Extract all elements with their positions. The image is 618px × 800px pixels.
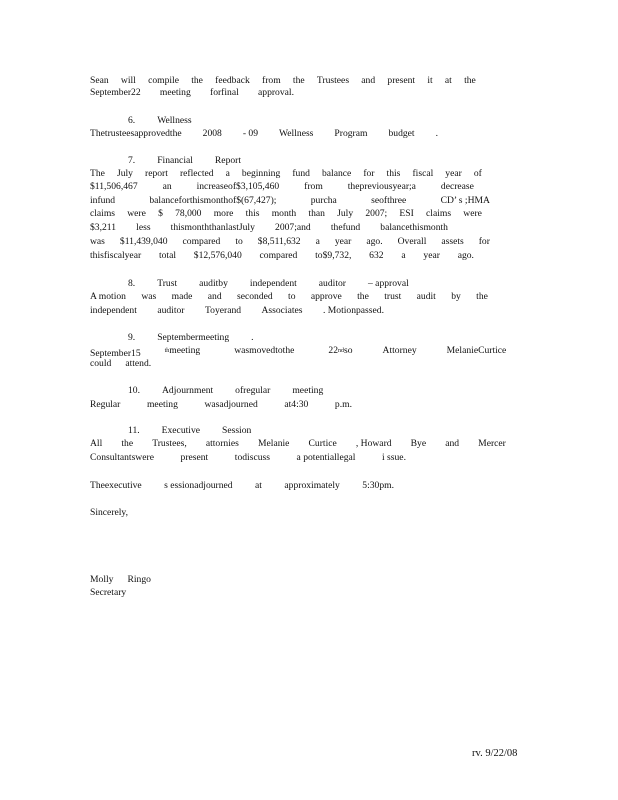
word: Report — [214, 155, 242, 166]
word: this — [386, 168, 401, 179]
word: a potentiallegal — [296, 452, 356, 463]
word: less — [136, 222, 151, 233]
word: year — [445, 168, 462, 179]
word: was — [90, 236, 105, 247]
word: made — [171, 291, 193, 302]
section-6-heading — [128, 115, 192, 127]
word: attend. — [125, 358, 152, 369]
section-10-heading — [128, 385, 323, 397]
section-7-heading — [128, 155, 241, 167]
word: - 09 — [242, 128, 259, 139]
word: thismonththanlastJuly — [170, 222, 255, 233]
word: total — [158, 250, 176, 261]
word: Consultantswere — [90, 452, 154, 463]
word: trust — [384, 291, 402, 302]
word: were — [127, 208, 146, 219]
word: Adjournment — [162, 385, 214, 396]
word: and — [207, 291, 222, 302]
section-11-line-2 — [90, 452, 406, 464]
word: this — [245, 208, 260, 219]
word: to — [288, 291, 296, 302]
section-7-line-5 — [90, 222, 448, 234]
word: $11,439,040 — [119, 236, 168, 247]
word: 78,000 — [175, 208, 202, 219]
word: i ssue. — [381, 452, 406, 463]
word: independent — [249, 278, 297, 289]
word: A motion — [90, 291, 126, 302]
word: seofthree — [371, 195, 407, 206]
word: at — [255, 480, 262, 491]
word: ESI — [399, 208, 414, 219]
word: approve — [310, 291, 342, 302]
section-11-line-1 — [90, 438, 506, 450]
word: Overall — [397, 236, 427, 247]
word: meeting — [159, 87, 191, 98]
word: CD’ s ;HMA — [440, 195, 490, 206]
word: year — [423, 250, 440, 261]
word: auditby — [199, 278, 228, 289]
word: from — [304, 181, 323, 192]
word: approximately — [284, 480, 340, 491]
word: wasadjourned — [204, 399, 258, 410]
word: Septembermeeting — [157, 332, 230, 343]
word: reflected — [179, 168, 214, 179]
word: Associates — [261, 305, 303, 316]
section-7-line-1 — [90, 168, 482, 180]
word: it — [427, 75, 433, 86]
word: of — [473, 168, 482, 179]
word: and — [361, 75, 376, 86]
word: year — [334, 236, 352, 247]
word: report — [145, 168, 168, 179]
word: balanceforthismonthof$(67,427); — [149, 195, 277, 206]
word: to — [235, 236, 243, 247]
word: more — [213, 208, 234, 219]
word: fiscal — [412, 168, 434, 179]
word: will — [120, 75, 136, 86]
word: a — [225, 168, 230, 179]
word: from — [262, 75, 281, 86]
section-11-line-3 — [90, 480, 394, 492]
signer-name — [90, 574, 151, 586]
section-9-heading — [128, 332, 254, 344]
word: Trust — [157, 278, 178, 289]
word: The — [90, 168, 105, 179]
word: a — [401, 250, 406, 261]
closing-sincerely: Sincerely, — [90, 507, 129, 518]
section-7-line-3 — [90, 195, 490, 207]
word: Session — [222, 425, 252, 436]
word: seconded — [236, 291, 273, 302]
word: could — [90, 358, 112, 369]
word: at4:30 — [284, 399, 309, 410]
word: p.m. — [334, 399, 352, 410]
word: independent — [90, 305, 137, 316]
s9-words-b — [169, 345, 338, 357]
word: wasmovedtothe — [234, 345, 295, 356]
section-9-line-2 — [90, 358, 151, 370]
word: Bye — [410, 438, 427, 449]
word: Wellness — [157, 115, 192, 126]
word: than — [308, 208, 325, 219]
word: thisfiscalyear — [90, 250, 142, 261]
word: balancethismonth — [380, 222, 448, 233]
word: ofregular — [235, 385, 271, 396]
word: Mercer — [478, 438, 506, 449]
word: decrease — [440, 181, 474, 192]
signer-title: Secretary — [90, 587, 127, 598]
word: audit — [416, 291, 436, 302]
word: meeting — [169, 345, 201, 356]
word: $3,211 — [90, 222, 117, 233]
word: $8,511,632 — [257, 236, 301, 247]
word: auditor — [157, 305, 185, 316]
word: 11. — [128, 425, 140, 436]
word: 9. — [128, 332, 136, 343]
section-8-line-1 — [90, 291, 488, 303]
word: Ringo — [127, 574, 151, 585]
word: to$9,732, — [315, 250, 352, 261]
word: 2007;and — [275, 222, 311, 233]
word: so — [344, 345, 353, 356]
word: for — [478, 236, 490, 247]
word: July — [337, 208, 354, 219]
section-6-line-1 — [90, 128, 438, 140]
section-10-line-1 — [90, 399, 352, 411]
word: the — [476, 291, 488, 302]
word: meeting — [146, 399, 178, 410]
word: 2008 — [202, 128, 222, 139]
word: ago. — [366, 236, 383, 247]
word: meeting — [292, 385, 324, 396]
word: Sean — [90, 75, 109, 86]
word: Molly — [90, 574, 114, 585]
word: approval. — [258, 87, 294, 98]
word: an — [162, 181, 172, 192]
section-7-line-7 — [90, 250, 474, 262]
word: 8. — [128, 278, 136, 289]
word: todiscuss — [234, 452, 270, 463]
word: and — [445, 438, 460, 449]
word: by — [451, 291, 461, 302]
s9-words-c — [344, 345, 506, 357]
word: July — [116, 168, 133, 179]
word: Toyerand — [204, 305, 242, 316]
word: budget — [388, 128, 415, 139]
word: a — [315, 236, 320, 247]
superscript-nd: nd — [338, 348, 344, 354]
word: attornies — [205, 438, 239, 449]
word: forfinal — [210, 87, 239, 98]
word: Financial — [157, 155, 193, 166]
word: the — [121, 438, 134, 449]
word: the — [464, 75, 476, 86]
word: claims — [426, 208, 452, 219]
word: increaseof$3,105,460 — [196, 181, 280, 192]
word: $11,506,467 — [90, 181, 138, 192]
word: compared — [259, 250, 298, 261]
word: infund — [90, 195, 116, 206]
word: Wellness — [279, 128, 314, 139]
section-7-line-2 — [90, 181, 474, 193]
word: ago. — [457, 250, 474, 261]
word: MelanieCurtice — [446, 345, 507, 356]
word: 2007; — [365, 208, 388, 219]
word: Attorney — [382, 345, 417, 356]
word: thepreviousyear;a — [347, 181, 416, 192]
word: Trustees — [316, 75, 350, 86]
section-8-line-2 — [90, 305, 384, 317]
s9-word: September15 $^{th}$ — [90, 348, 170, 360]
word: present — [387, 75, 416, 86]
word: assets — [441, 236, 464, 247]
word: claims — [90, 208, 116, 219]
word: Regular — [90, 399, 121, 410]
word: for — [363, 168, 375, 179]
section-11-heading — [128, 425, 251, 437]
word: were — [463, 208, 482, 219]
section-8-heading — [128, 278, 409, 290]
word: All — [90, 438, 103, 449]
revision-date: rv. 9/22/08 — [472, 748, 518, 759]
word: 632 — [369, 250, 384, 261]
superscript-th: th — [164, 348, 170, 354]
word: 10. — [128, 385, 140, 396]
word: s essionadjourned — [164, 480, 233, 491]
section-7-line-6 — [90, 236, 490, 248]
word: $12,576,040 — [193, 250, 242, 261]
word: . — [435, 128, 438, 139]
word: Program — [334, 128, 368, 139]
section-9-line-1 — [90, 345, 507, 360]
word: was — [141, 291, 157, 302]
word: Trustees, — [152, 438, 187, 449]
word: month — [271, 208, 297, 219]
word: 5:30pm. — [362, 480, 394, 491]
word: . — [251, 332, 254, 343]
word: the — [357, 291, 369, 302]
word: compile — [148, 75, 179, 86]
word: – approval — [367, 278, 409, 289]
word: thefund — [330, 222, 361, 233]
word: 22 — [328, 345, 338, 356]
word: beginning — [241, 168, 281, 179]
word: Curtice — [308, 438, 337, 449]
intro-line-2 — [90, 87, 294, 99]
word: Thetrusteesapprovedthe — [90, 128, 182, 139]
word: Melanie — [257, 438, 290, 449]
word: present — [180, 452, 209, 463]
word: compared — [182, 236, 221, 247]
intro-line-1 — [90, 75, 476, 87]
word: 7. — [128, 155, 136, 166]
word: September22 — [90, 87, 141, 98]
word: the — [191, 75, 203, 86]
word: fund — [292, 168, 310, 179]
word: 6. — [128, 115, 136, 126]
word: feedback — [215, 75, 250, 86]
word: purcha — [310, 195, 337, 206]
word: balance — [321, 168, 352, 179]
section-7-line-4 — [90, 208, 482, 220]
word: $ — [158, 208, 163, 219]
word: at — [444, 75, 452, 86]
word: auditor — [318, 278, 346, 289]
word: , Howard — [355, 438, 392, 449]
word: the — [292, 75, 305, 86]
word: Theexecutive — [90, 480, 142, 491]
word: . Motionpassed. — [322, 305, 384, 316]
word: Executive — [161, 425, 200, 436]
